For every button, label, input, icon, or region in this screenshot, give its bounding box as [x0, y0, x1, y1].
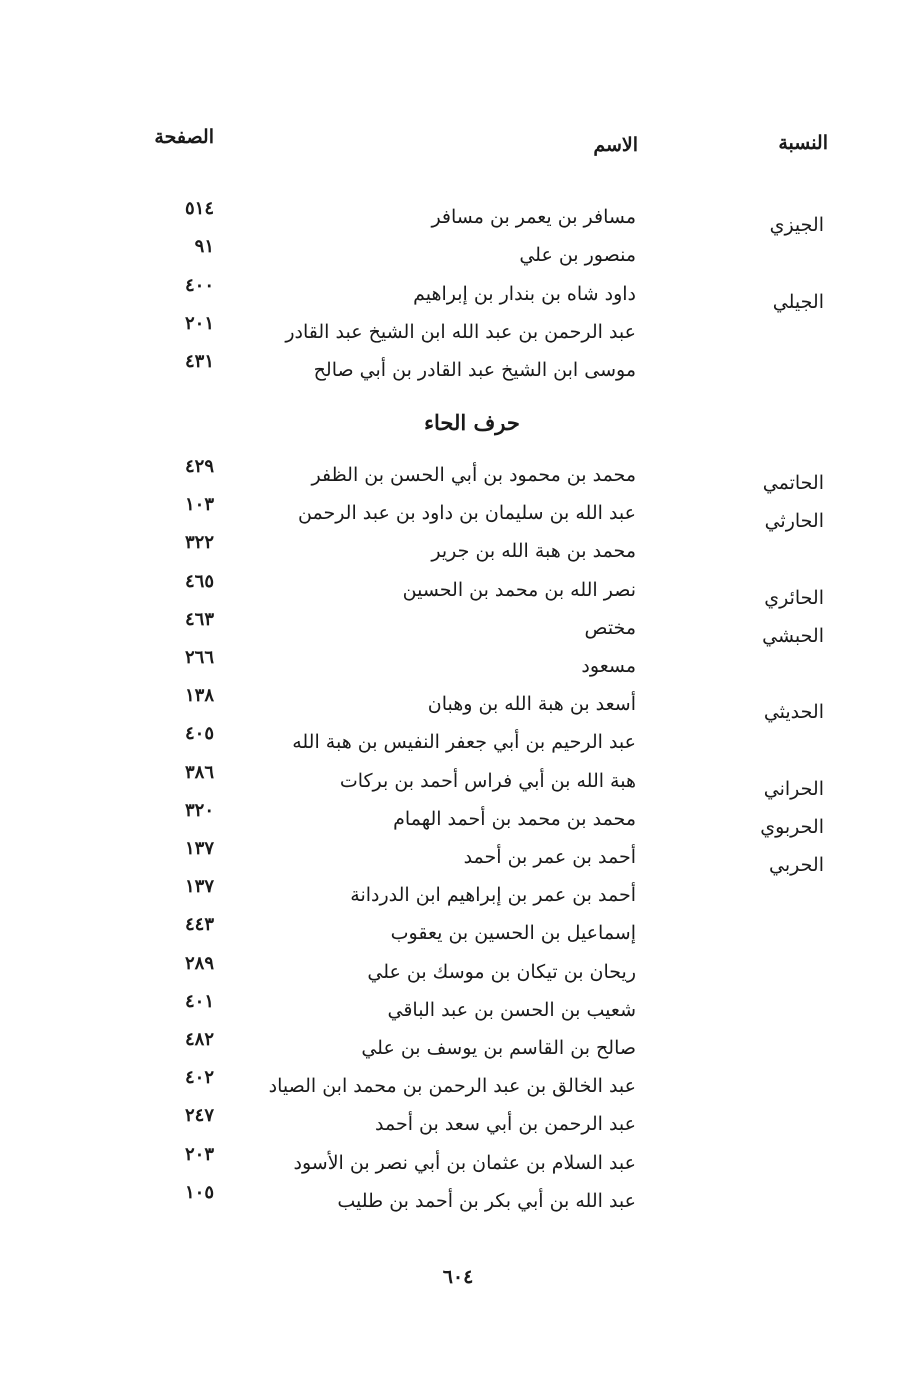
row-page: ٢٨٩ — [184, 952, 214, 974]
row-nisba: الحاتمي — [762, 472, 824, 494]
row-name: مسافر بن يعمر بن مسافر — [431, 206, 636, 228]
row-name: عبد الرحمن بن عبد الله ابن الشيخ عبد القادر — [285, 320, 636, 343]
row-page: ٤٢٩ — [184, 456, 214, 477]
index-row — [0, 1143, 916, 1186]
row-nisba: الحائري — [764, 586, 824, 609]
index-row — [0, 532, 916, 574]
row-page: ٣٨٦ — [184, 761, 214, 783]
index-row — [0, 570, 916, 613]
column-headers — [0, 126, 916, 166]
row-page: ١٣٧ — [184, 876, 214, 898]
row-name: إسماعيل بن الحسين بن يعقوب — [390, 922, 636, 945]
row-name: عبد الله بن سليمان بن داود بن عبد الرحمن — [298, 502, 636, 525]
row-nisba: الجيزي — [769, 214, 824, 236]
row-page: ٤٠٠ — [184, 274, 214, 296]
row-nisba: الحربي — [769, 854, 824, 876]
index-row — [0, 990, 916, 1033]
row-name: أحمد بن عمر بن أحمد — [463, 846, 636, 868]
index-row — [0, 1067, 916, 1109]
row-name: محمد بن هبة الله بن جرير — [431, 540, 636, 563]
index-row — [0, 723, 916, 765]
row-name: عبد الرحمن بن أبي سعد بن أحمد — [375, 1113, 636, 1136]
row-name: نصر الله بن محمد بن الحسين — [402, 578, 636, 601]
row-name: أحمد بن عمر بن إبراهيم ابن الدردانة — [350, 884, 636, 907]
row-page: ١٣٧ — [184, 838, 214, 859]
row-page: ٢٠١ — [184, 312, 214, 334]
row-page: ١٠٥ — [184, 1181, 214, 1203]
row-name: شعيب بن الحسن بن عبد الباقي — [387, 998, 636, 1021]
row-page: ٢٦٦ — [184, 647, 214, 668]
index-row — [0, 952, 916, 995]
row-page: ٣٢٠ — [184, 799, 214, 821]
index-row — [0, 799, 916, 842]
row-name: ريحان بن تيكان بن موسك بن علي — [367, 960, 636, 983]
row-page: ٤٤٣ — [184, 914, 214, 936]
index-row — [0, 838, 916, 880]
index-row — [0, 312, 916, 355]
row-page: ١٣٨ — [184, 685, 214, 707]
row-page: ٣٢٢ — [184, 532, 214, 554]
index-row — [0, 608, 916, 651]
header-name: الاسم — [593, 134, 638, 156]
row-name: عبد الرحيم بن أبي جعفر النفيس بن هبة الله — [292, 731, 636, 754]
row-page: ١٠٣ — [184, 494, 214, 516]
section-title: حرف الحاء — [424, 410, 520, 435]
row-nisba: الحديثي — [763, 701, 824, 724]
row-name: عبد الخالق بن عبد الرحمن بن محمد ابن الصياد — [268, 1075, 636, 1098]
index-row — [0, 876, 916, 918]
row-name: عبد السلام بن عثمان بن أبي نصر بن الأسود — [293, 1151, 636, 1174]
row-name: مختص — [584, 616, 636, 639]
header-page: الصفحة — [154, 126, 214, 148]
index-row — [0, 494, 916, 536]
index-row — [0, 914, 916, 956]
index-row — [0, 456, 916, 498]
row-nisba: الحبشي — [762, 624, 824, 647]
row-name: محمد بن محمد بن أحمد الهمام — [393, 807, 636, 830]
row-name: مسعود — [581, 655, 636, 677]
row-page: ٤٦٥ — [184, 570, 214, 592]
row-page: ٤٦٣ — [184, 608, 214, 630]
row-page: ٢٤٧ — [184, 1105, 214, 1127]
index-row — [0, 198, 916, 240]
index-row — [0, 1181, 916, 1224]
index-row — [0, 351, 916, 393]
row-page: ٤٠١ — [184, 990, 214, 1012]
row-name: داود شاه بن بندار بن إبراهيم — [413, 282, 636, 305]
row-page: ٢٠٣ — [184, 1143, 214, 1165]
row-page: ٤٣١ — [184, 351, 214, 373]
row-name: محمد بن محمود بن أبي الحسن بن الظفر — [311, 464, 636, 486]
row-page: ٤٠٢ — [184, 1067, 214, 1089]
index-row — [0, 1029, 916, 1071]
row-name: أسعد بن هبة الله بن وهبان — [427, 693, 636, 716]
row-page: ٤٠٥ — [184, 723, 214, 745]
header-nisba: النسبة — [778, 132, 828, 154]
row-name: عبد الله بن أبي بكر بن أحمد بن طليب — [337, 1189, 636, 1212]
page-number: ٦٠٤ — [442, 1266, 474, 1288]
row-nisba: الحراني — [763, 777, 824, 800]
row-nisba: الحربوي — [760, 815, 824, 838]
row-name: موسى ابن الشيخ عبد القادر بن أبي صالح — [313, 359, 636, 382]
index-row — [0, 236, 916, 278]
row-nisba: الحارثي — [764, 510, 824, 533]
row-page: ٥١٤ — [184, 198, 214, 219]
row-nisba: الجيلي — [772, 290, 824, 313]
index-row — [0, 647, 916, 689]
row-page: ٩١ — [194, 236, 214, 258]
row-page: ٤٨٢ — [184, 1029, 214, 1050]
row-name: هبة الله بن أبي فراس أحمد بن بركات — [339, 769, 636, 792]
row-name: صالح بن القاسم بن يوسف بن علي — [361, 1037, 636, 1059]
index-row — [0, 274, 916, 317]
row-name: منصور بن علي — [519, 244, 636, 267]
index-row — [0, 1105, 916, 1147]
index-row — [0, 761, 916, 804]
index-row — [0, 685, 916, 727]
